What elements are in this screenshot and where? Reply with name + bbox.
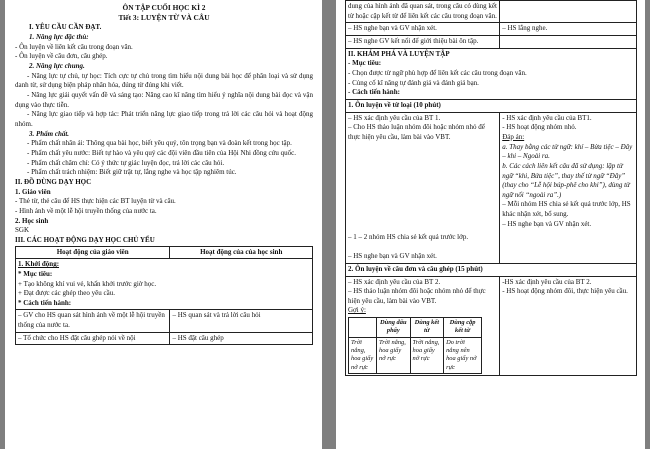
table-header-teacher: Hoạt động của giáo viên bbox=[16, 246, 170, 259]
hint-header-conjunction: Dùng kết từ bbox=[410, 318, 444, 338]
procedure-heading: - Cách tiến hành: bbox=[348, 88, 400, 97]
paragraph: SGK bbox=[15, 226, 30, 235]
cell-line: – HS thảo luận nhóm đôi hoặc nhóm nhỏ để thực hiện yêu cầu, làm bài vào VBT. bbox=[348, 287, 486, 305]
activity-heading: 1. Khởi động: bbox=[18, 260, 60, 269]
paragraph: - Ôn luyện về liên kết câu trong đoạn văn. bbox=[15, 42, 133, 51]
hint-table bbox=[348, 317, 482, 374]
objective-item: + Tạo không khí vui vẻ, khấn khởi trước giờ học. bbox=[18, 279, 157, 288]
table-cell bbox=[500, 276, 637, 376]
paragraph: - Phẩm chất yêu nước: Biết tự hào và yêu quý các đội viên đầu tiên của Hội Nhi đồng cứu quốc. bbox=[27, 148, 296, 157]
objective-heading: * Mục tiêu: bbox=[18, 269, 53, 278]
table-cell: Trời nắng, hoa giấy nở rực bbox=[410, 337, 444, 373]
table-cell bbox=[346, 276, 500, 376]
answer-line: b. Các cách liên kết câu đã sử dụng: lặp từ ngữ “khi, Bửa tiệc”, thay thế từ ngữ “Đây” (thay cho “Lễ hội búp-phê cho khi”), dùng từ ngữ nối “ngoài ra”.) bbox=[502, 161, 630, 199]
table-cell: – HS lắng nghe. bbox=[500, 23, 637, 36]
objective-heading: - Mục tiêu: bbox=[348, 59, 382, 68]
hint-header-comma: Dùng dấu phẩy bbox=[377, 318, 411, 338]
table-cell: Trời nắng, hoa giấy nở rực bbox=[349, 337, 377, 373]
document-page-left bbox=[5, 0, 322, 449]
cell-line: - HS xác định yêu cầu của BT1. bbox=[502, 113, 592, 122]
table-cell bbox=[500, 35, 637, 48]
cell-spacer bbox=[348, 242, 497, 252]
table-cell bbox=[500, 1, 637, 23]
paragraph: - Năng lực giao tiếp và hợp tác: Phát triển năng lực giao tiếp trong trả lời các câu hỏi và hoạt động nhóm. bbox=[15, 110, 313, 128]
paragraph: - Ôn luyện về câu đơn, câu ghép. bbox=[15, 52, 108, 61]
paragraph: - Năng lực giải quyết vấn đề và sáng tạo: Năng cao kĩ năng tìm hiểu ý nghĩa nội dung bài đọc và vận dụng vào thực tiễn. bbox=[15, 91, 313, 109]
paragraph: - Phẩm chất chăm chỉ: Có ý thức tự giác luyện đọc, trả lời các câu hỏi. bbox=[27, 158, 225, 167]
paragraph: - Phẩm chất trách nhiệm: Biết giữ trật tự, lắng nghe và học tập nghiêm túc. bbox=[27, 168, 237, 177]
cell-line: – 1 – 2 nhóm HS chia sẻ kết quả trước lớp. bbox=[348, 232, 469, 241]
subsection-heading: 2. Học sinh bbox=[15, 216, 49, 225]
table-cell: Trời nắng, hoa giấy nở rực bbox=[377, 337, 411, 373]
document-page-right bbox=[336, 0, 645, 449]
exercise-heading: 2. Ôn luyện về câu đơn và câu ghép (15 phút) bbox=[346, 263, 637, 276]
cell-line: – Mỗi nhóm HS chia sẻ kết quả trước lớp, HS khác nhận xét, bổ sung. bbox=[502, 200, 631, 219]
paragraph: - Năng lực tự chủ, tự học: Tích cực tự chủ trong tìm hiểu nội dung bài học để phân loại và sử dụng danh từ, sử dụng biện pháp nhân hóa, đúng từ đúng khi viết. bbox=[15, 71, 313, 90]
section-heading: I. YÊU CẦU CẦN ĐẠT. bbox=[29, 23, 102, 32]
cell-line: – HS nghe bạn và GV nhận xét. bbox=[348, 252, 437, 261]
paragraph: - Hình ảnh về một lễ hội truyền thống của nước ta. bbox=[15, 206, 157, 215]
paragraph: - Thẻ từ, thẻ câu để HS thực hiện các BT luyện từ và câu. bbox=[15, 197, 176, 206]
objective-item: - Chọn được từ ngữ phù hợp để liên kết các câu trong đoạn văn. bbox=[348, 68, 527, 77]
hint-header-conjunction-pair: Dùng cặp kết từ bbox=[444, 318, 482, 338]
objective-item: - Củng cố kĩ năng tự đánh giá và đánh giá bạn. bbox=[348, 78, 479, 87]
paragraph: - Phẩm chất nhân ái: Thông qua bài học, biết yêu quý, tôn trọng bạn và đoàn kết trong học tập. bbox=[27, 139, 292, 148]
answer-label: Đáp án: bbox=[502, 132, 525, 141]
table-cell: – GV cho HS quan sát hình ảnh về một lễ hội truyền thống của nước ta. bbox=[16, 310, 170, 332]
section-heading: II. ĐỒ DÙNG DẠY HỌC bbox=[15, 177, 92, 186]
subsection-heading: 2. Năng lực chung. bbox=[29, 62, 85, 71]
subsection-heading: 1. Giáo viên bbox=[15, 187, 51, 196]
cell-line: – HS nghe bạn và GV nhận xét. bbox=[502, 219, 592, 228]
table-header-student: Hoạt động của của học sinh bbox=[170, 246, 313, 259]
cell-line: - HS hoạt động nhóm nhỏ. bbox=[502, 123, 577, 132]
subsection-heading: 3. Phẩm chất. bbox=[29, 129, 70, 138]
answer-line: a. Thay bằng các từ ngữ: khí – Bửa tiệc – Đây – khi – Ngoài ra. bbox=[502, 142, 633, 161]
subsection-heading: 1. Năng lực đặc thù: bbox=[29, 33, 89, 42]
table-row bbox=[16, 259, 313, 310]
page-title: ÔN TẬP CUỐI HỌC KÌ 2 bbox=[122, 3, 206, 12]
table-cell: dung của hình ảnh đã quan sát, trong câu có dùng kết từ hoặc cặp kết từ để liên kết các câu trong đoạn văn. bbox=[346, 1, 500, 23]
cell-line: – Cho HS thảo luận nhóm đôi hoặc nhóm nhỏ để thực hiện yêu cầu, làm bài vào VBT. bbox=[348, 123, 485, 141]
cell-line: – HS xác định yêu cầu của BT 2. bbox=[348, 277, 441, 286]
procedure-heading: * Cách tiến hành: bbox=[18, 298, 72, 307]
table-cell: – HS quan sát và trả lời câu hỏi bbox=[170, 310, 313, 332]
table-cell bbox=[346, 112, 500, 263]
cell-line: - HS hoạt động nhóm đôi, thực hiện yêu cầu. bbox=[502, 287, 628, 296]
exercise-heading: 1. Ôn luyện về từ loại (10 phút) bbox=[346, 99, 637, 112]
table-row bbox=[346, 48, 637, 99]
table-cell: Do trời nắng nên hoa giấy nở rực bbox=[444, 337, 482, 373]
section-heading: III. CÁC HOẠT ĐỘNG DẠY HỌC CHỦ YẾU bbox=[15, 235, 155, 244]
table-cell bbox=[500, 112, 637, 263]
activities-table bbox=[15, 246, 313, 346]
table-cell: – HS nghe GV kết nối để giới thiệu bài ôn tập. bbox=[346, 35, 500, 48]
section-heading: II. KHÁM PHÁ VÀ LUYỆN TẬP bbox=[348, 49, 450, 58]
activities-table-continued bbox=[345, 0, 637, 376]
objective-item: + Đạt được các ghép theo yêu cầu. bbox=[18, 289, 115, 298]
cell-line: -HS xác định yêu cầu của BT 2. bbox=[502, 277, 592, 286]
hint-label: Gợi ý: bbox=[348, 306, 366, 315]
table-cell: – Tổ chức cho HS đặt câu ghép nói về nội bbox=[16, 332, 170, 345]
table-cell bbox=[349, 318, 377, 338]
table-cell: – HS đặt câu ghép bbox=[170, 332, 313, 345]
cell-spacer bbox=[348, 143, 497, 233]
lesson-subtitle: Tiết 3: LUYỆN TỪ VÀ CÂU bbox=[118, 13, 210, 23]
cell-line: – HS xác định yêu cầu của BT 1. bbox=[348, 113, 441, 122]
table-cell: – HS nghe bạn và GV nhận xét. bbox=[346, 23, 500, 36]
